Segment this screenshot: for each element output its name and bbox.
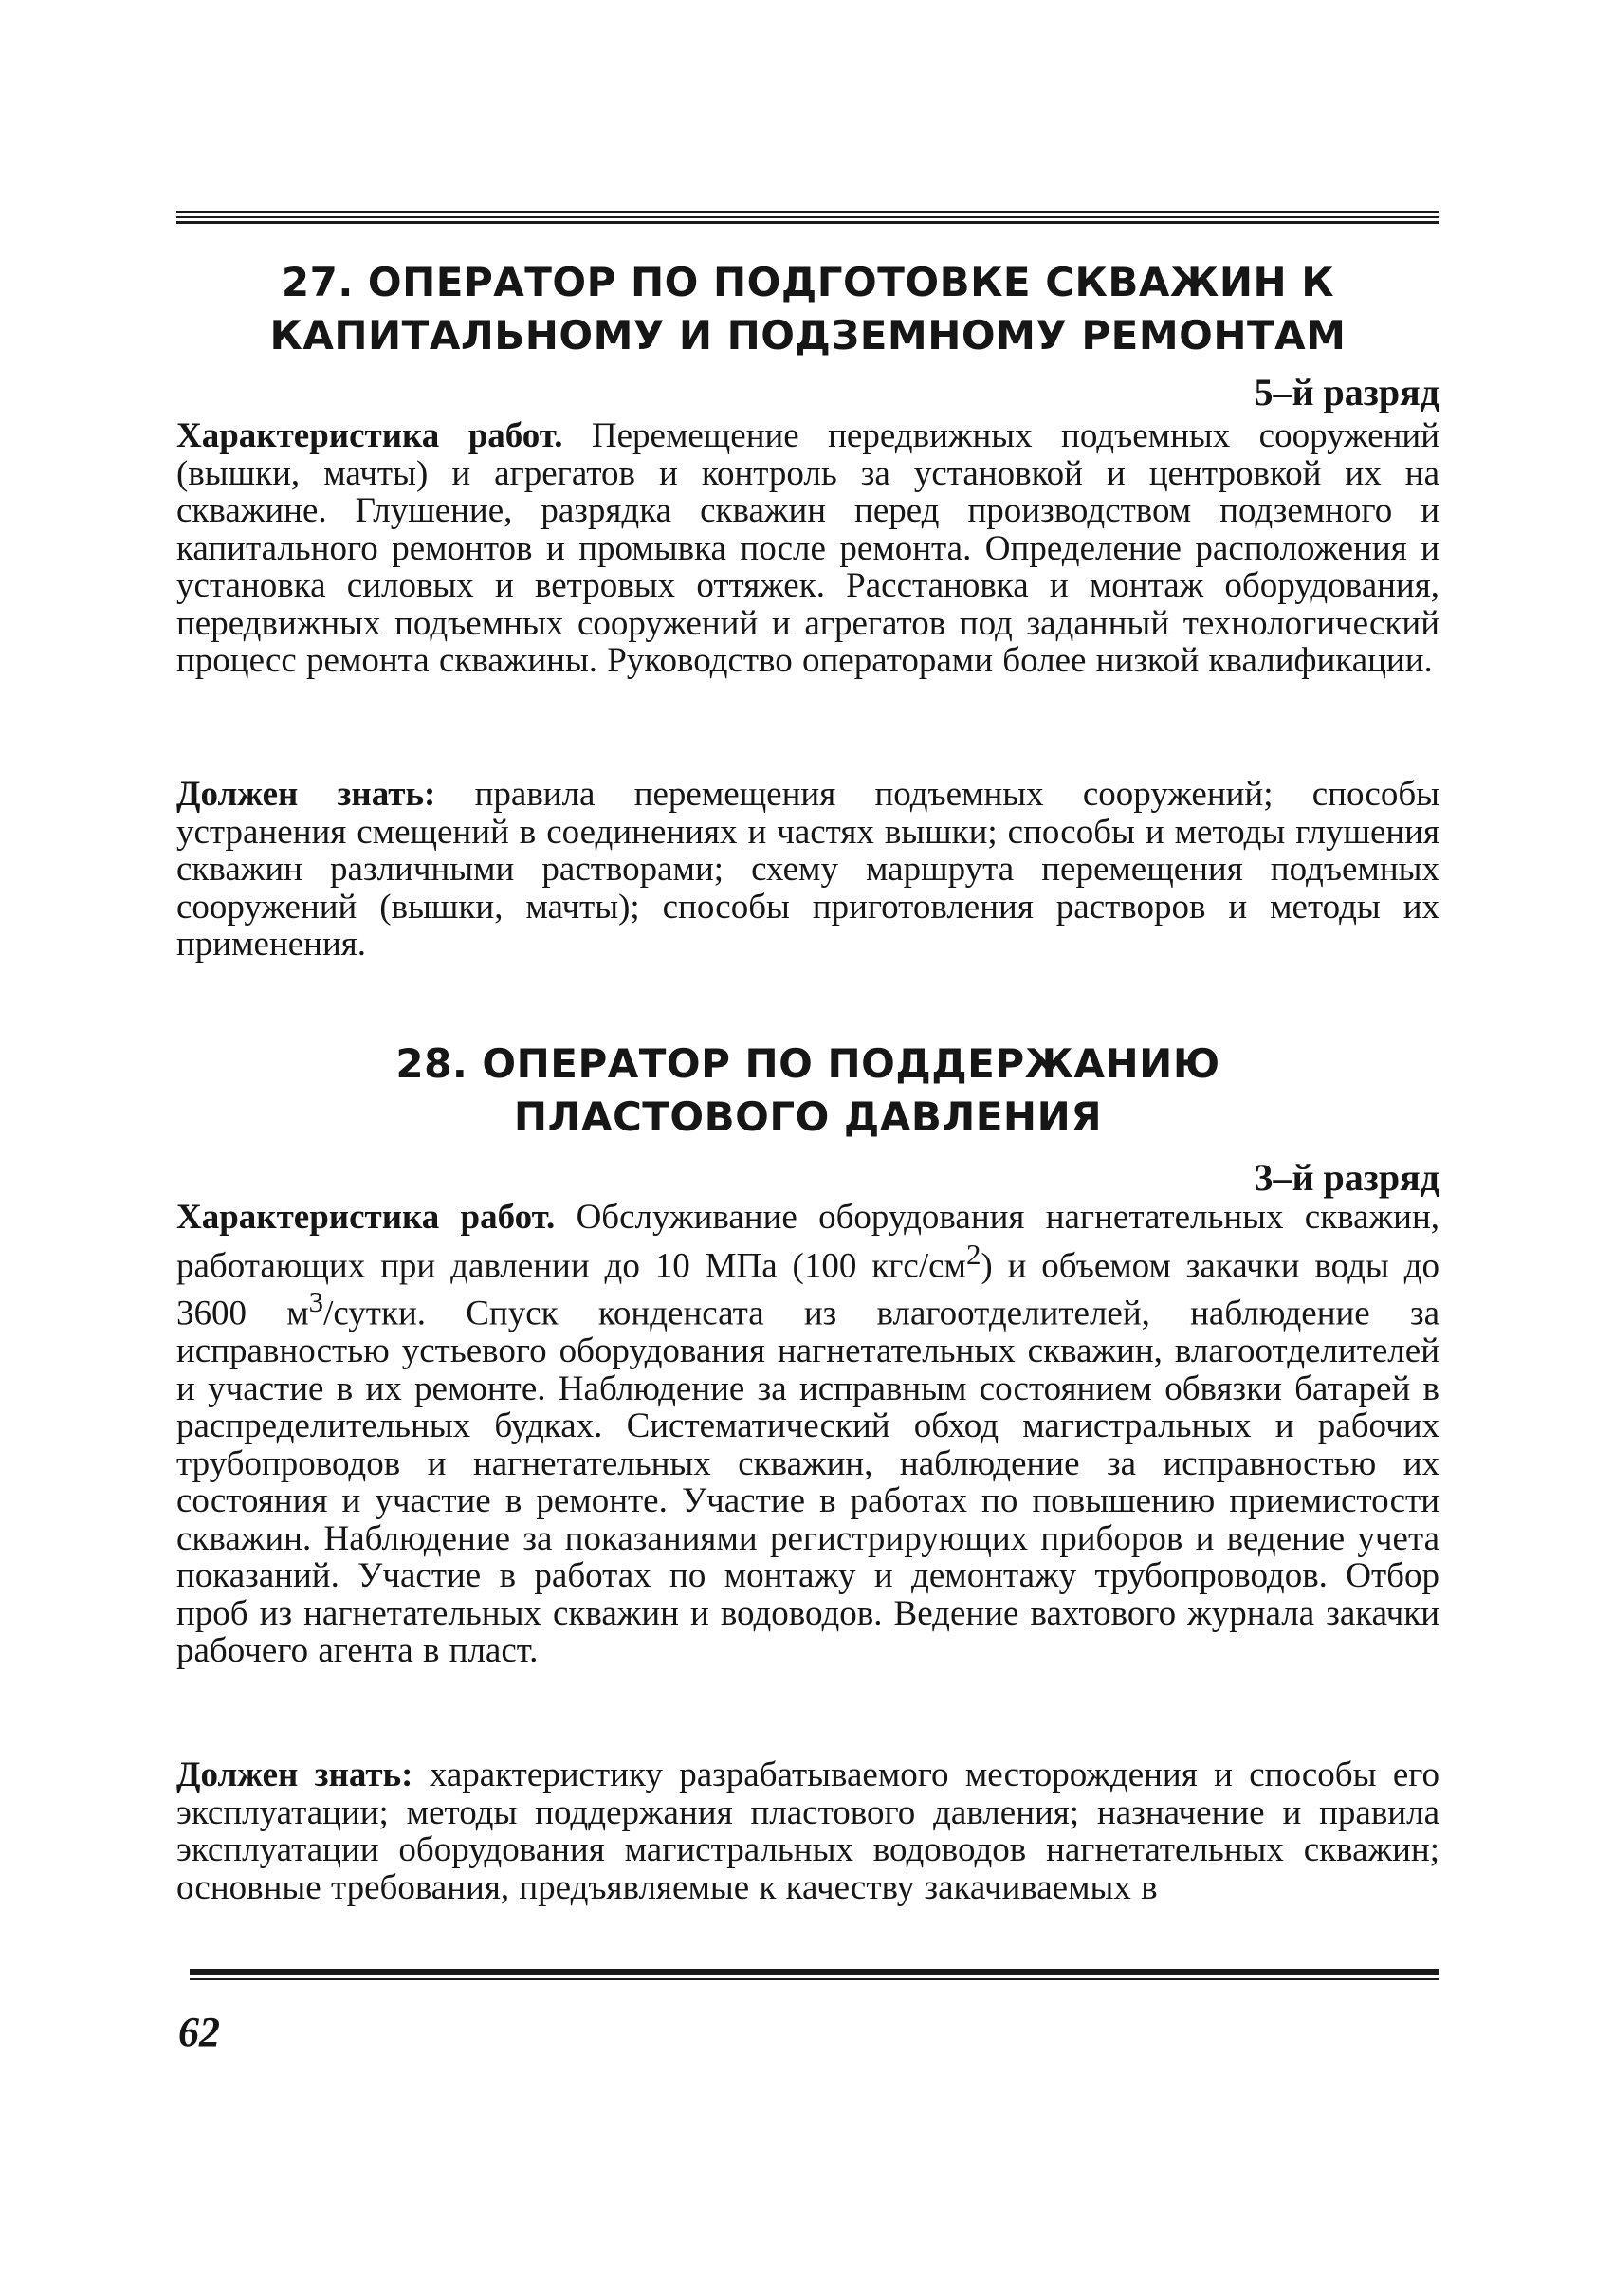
page-number: 62: [178, 2009, 220, 2055]
section-28-know-lead: Должен знать:: [176, 1755, 413, 1794]
section-28-must-know: [176, 1756, 1439, 1906]
section-27-title: [176, 256, 1439, 362]
section-28-work-characteristics: [176, 1199, 1439, 1670]
section-28-work-text-c: /сутки. Спуск конденсата из влагоотделителей, наблюдение за исправностью устьевого оборудования нагнетательных скважин, влагоотделителей и участие в их ремонте. Наблюдение за исправным состоянием обвязки батарей в распределительных будках. Систематический обход магистральных и рабочих трубопроводов и нагнетательных скважин, наблюдение за исправностью их состояния и участие в ремонте. Участие в работах по повышению приемистости скважин. Наблюдение за показаниями регистрирующих приборов и ведение учета показаний. Участие в работах по монтажу и демонтажу трубопроводов. Отбор проб из нагнетательных скважин и водоводов. Ведение вахтового журнала закачки рабочего агента в пласт.: [176, 1294, 1439, 1671]
section-28-work-text-b: ) и объемом закачки воды до 3600 м: [176, 1245, 1439, 1333]
section-28-know-text: характеристику разрабатываемого месторождения и способы его эксплуатации; методы поддержания пластового давления; назначение и правила эксплуатации оборудования магистральных водоводов нагнетательных скважин; основные требования, предъявляемые к качеству закачиваемых в: [176, 1755, 1440, 1907]
section-27-title-line1: 27. ОПЕРАТОР ПО ПОДГОТОВКЕ СКВАЖИН К: [281, 259, 1335, 305]
section-27-must-know: [176, 776, 1439, 964]
section-27-work-characteristics: [176, 417, 1439, 680]
header-rule: [176, 211, 1439, 224]
section-28-title-line1: 28. ОПЕРАТОР ПО ПОДДЕРЖАНИЮ: [395, 1040, 1220, 1087]
section-28-grade: 3–й разряд: [1254, 1156, 1439, 1199]
section-27-know-lead: Должен знать:: [176, 775, 436, 814]
section-28-work-lead: Характеристика работ.: [176, 1198, 556, 1237]
section-28-work-text-a: Обслуживание оборудования нагнетательных скважин, работающих при давлении до 10 МПа (100 кгс/см: [176, 1198, 1439, 1285]
section-28-title-line2: ПЛАСТОВОГО ДАВЛЕНИЯ: [513, 1093, 1103, 1140]
footer-rule: [190, 1969, 1439, 1975]
section-28-superscript-2: 2: [965, 1238, 981, 1271]
section-27-work-text: Перемещение передвижных подъемных сооружений (вышки, мачты) и агрегатов и контроль за установкой и центровкой их на скважине. Глушение, разрядка скважин перед производством подземного и капитального ремонтов и промывка после ремонта. Определение расположения и установка силовых и ветровых оттяжек. Расстановка и монтаж оборудования, передвижных подъемных сооружений и агрегатов под заданный технологический процесс ремонта скважины. Руководство операторами более низкой квалификации.: [176, 416, 1439, 680]
section-27-work-lead: Характеристика работ.: [176, 416, 563, 455]
section-27-title-line2: КАПИТАЛЬНОМУ И ПОДЗЕМНОМУ РЕМОНТАМ: [269, 312, 1347, 358]
section-27-know-text: правила перемещения подъемных сооружений; способы устранения смещений в соединениях и частях вышки; способы и методы глушения скважин различными растворами; схему маршрута перемещения подъемных сооружений (вышки, мачты); способы приготовления растворов и методы их применения.: [176, 775, 1440, 964]
section-28-superscript-3: 3: [308, 1286, 324, 1319]
section-28-title: [176, 1038, 1439, 1144]
section-27-grade: 5–й разряд: [1254, 371, 1439, 413]
